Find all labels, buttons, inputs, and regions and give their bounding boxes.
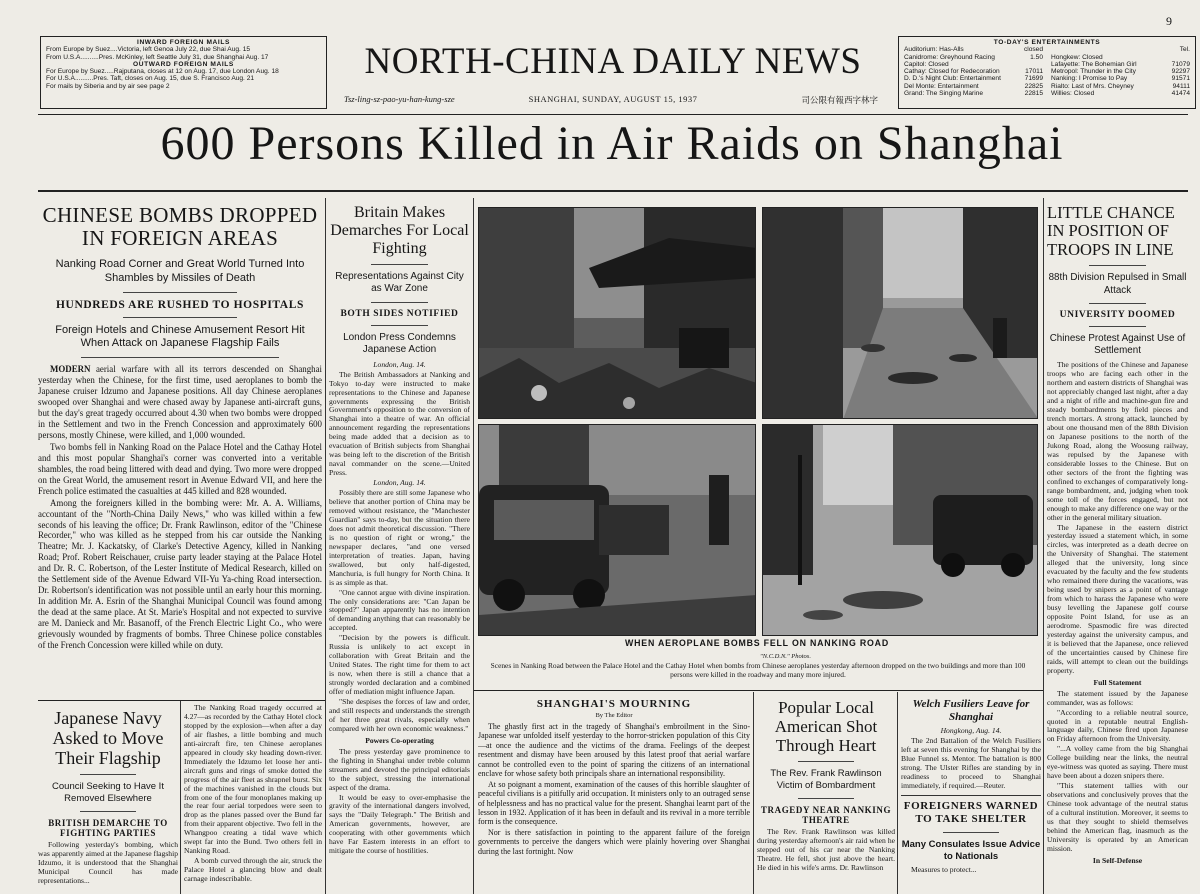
britain-headline: Britain Makes Demarches For Local Fighting [330, 204, 469, 257]
deck-divider [1089, 265, 1145, 266]
entertainment-row: Hongkew: Closed [1051, 53, 1103, 61]
flagship-subheadline: BRITISH DEMARCHE TO FIGHTING PARTIES [48, 818, 168, 839]
mourning-byline: By The Editor [595, 712, 633, 719]
photo-wrecked-cars [478, 424, 756, 636]
troops-headline: LITTLE CHANCE IN POSITION OF TROOPS IN LINE [1047, 204, 1175, 259]
entertainment-row: Grand: The Singing Marine 22815 [904, 89, 1043, 97]
lead-paragraph: aerial warfare with all its terrors descended on Shanghai yesterday when the Chinese, for the first time, used aeroplanes to bomb the Japanese cruiser Idzumo and Japanese positions. All day Chinese aeroplanes swooped over Shanghai and were chased away by Japanese anti-aircraft guns, but the day's great tragedy occurred about 4.30 when two bombs were dropped in the Settlement and two in the French Concession and approximately 600 persons, mostly Chinese, were killed, and 1,000 wounded. [38, 364, 322, 440]
deck-divider [798, 798, 853, 799]
deck-divider [1089, 303, 1145, 304]
entertainment-row: Canidrome: Greyhound Racing 1.50 [904, 53, 1043, 61]
banner-headline: 600 Persons Killed in Air Raids on Shanghai [160, 117, 1064, 170]
column-rule [473, 198, 474, 894]
lead-paragraph: Two bombs fell in Nanking Road on the Palace Hotel and the Cathay Hotel and this most popular Shanghai's corner was converted into a veritable shambles, the road being littered with dead and dying. Two more were dropped on the Great World, the amusement resort in Avenue Edward VII, and here the French police estimated the casualties at 445 killed and 828 wounded. [38, 441, 322, 496]
deck-divider [80, 811, 136, 812]
dateline [330, 94, 896, 108]
deck-divider [371, 302, 427, 303]
deck-divider [371, 325, 427, 326]
masthead-motto: Tsz-ling-sz-pao-yu-han-kung-sze [344, 94, 455, 104]
britain-body: London, Aug. 14. The British Ambassadors at Nanking and Tokyo to-day were instructed to make representations to the Chinese and Japanese governments expressing the British Government's opposition to the conversion of Shanghai into a theatre of war. An official announcement regarding the representations being made added that a decision as to evacuation of British subjects from Shanghai was being left to the discretion of the British naval commander on the scene.—United Press. London, Aug. 14. Possibly there are still some Japanese who believe that another portion of China may be removed without resistance, the "Manchester Guardian" says to-day, but the situation there does not admit theoretical discussion. "There is no question of right or wrong," the newspaper declares, "and one versed interpretation of treaties. Japan, having swallowed, but only half-digested, Manchuria, is full hungry for North China. It is as simple as that. "One cannot argue with divine inspiration. The only considerations are: "Can Japan be stopped?" Japan apparently has no intention of demanding anything that can reasonably be accepted. "Decision by the powers is difficult. Russia is unlikely to act except in collaboration with Great Britain and the United States. The right time for them to act is now, when there is still a chance that a strongly worded declaration and a combined offer of mediation might influence Japan. "She despises the forces of law and order, and still respects and understands the strength of her three great rivals, especially when compared with her own economic weakness." Powers Co-operating The press yesterday gave prominence to the fighting in Shanghai under treble column streamers and devoted the principal editorials to the subject, stressing the international aspect of the drama. It would be easy to over-emphasise the gravity of the international dangers involved, says the "Daily Telegraph." The British and American governments, however, are cooperating with other governments which have Far Eastern interests in an effort to mitigate the course of hostilities. [329, 359, 470, 856]
troops-deck: 88th Division Repulsed in Small Attack [1048, 272, 1187, 296]
entertainment-row: D. D.'s Night Club: Entertainment 71699 [904, 75, 1043, 83]
inward-mails-title: INWARD FOREIGN MAILS [137, 39, 230, 46]
lead-headline: CHINESE BOMBS DROPPED IN FOREIGN AREAS [42, 204, 318, 251]
flagship-deck: Council Seeking to Have It Removed Elsewhere [52, 781, 164, 805]
deck-divider [123, 317, 237, 318]
fusiliers-body: Hongkong, Aug. 14. The 2nd Battalion of the Welch Fusiliers left at seven this evening for Shanghai by the Blue Funnel ss. Mentor. The battalion is 800 strong. The Ulster Rifles are standing by in readiness to proceed to Shanghai immediately, if required.—Reuter. [901, 726, 1041, 791]
photo-wreckage-street [478, 207, 756, 419]
lead-paragraph: Among the foreigners killed in the bombing were: Mr. A. A. Williams, accountant of the "North-China Daily News," who was killed within a few seconds of his leaving the office; Dr. Frank Rawlinson, editor of the "Chinese Recorder," who was killed as he stepped from his car outside the Nanking Theatre; Mr. J. Kackatsky, of Clarke's Detective Agency, killed in Nanking Road; Prof. Robert Reischauer, cruise party leader staying at the Palace Hotel and Dr. R. C. Robertson, of the Lester Institute of Medical Research, killed on the Settlement side of the Avenue Edward VII-Yu Ya-ching Road intersection. Dr. Robertson's identification was not possible until an early hour this morning. In addition Mr. A. Esrin of the Shanghai Municipal Council was found among the dead at the same place. At St. Marie's Hospital and not expected to survive are M. Danieck and Mr. Basanoff, of the French Electric Light Co., who were grievously wounded by fragments of bombs. Three Chinese police constables of the French Concession were killed while on duty. [38, 497, 322, 651]
lead-deck: Nanking Road Corner and Great World Turned Into Shambles by Missiles of Death [55, 258, 305, 284]
column-rule [325, 198, 326, 894]
troops-body: The positions of the Chinese and Japanese troops who are facing each other in the northern and eastern districts of Shanghai was not appreciably changed last night, after a day and a night of rifle and machine-gun fire and steady bombardments by field pieces and trench mortars. A strong attack, launched by about one thousand men of the 88th Division on Japanese positions to the north of the Jukong Road, along the Woosung railway, was repulsed by the Japanese with considerable losses to the Chinese. But on other sectors of the front the fighting was confined to exchanges of comparatively long-range bombardment, and, judging when took some toll of the forces engaged, but not enough to make any difference one way or the other in the general military situation. The Japanese in the eastern district yesterday issued a statement which, in some circles, was interpreted as a death decree on the University of Shanghai. The statement alleged that the university, long since evacuated by the faculty and the few students who remained there during the vacations, was being used by snipers as a point of vantage from which to harass the Japanese who were busy levelling the Japanese golf course opposite Point Island, for use as an aerodrome. Spasmodic fire was directed yesterday against the university campus, and it is believed that the Japanese, once relieved of the uncertainties caused by Chinese fire raids, will attempt to clean out the buildings property. Full Statement The statement issued by the Japanese commander, was as follows: "According to a reliable neutral source, quoted in a reputable neutral English-language daily, Chinese fired upon Japanese on Friday afternoon from the University. "...A volley came from the big Shanghai College building near the links, the neutral eye-witness was quoted as saying. There must have been about a dozen snipers there. "This statement tallies with our observations and conclusively proves that the Chinese took advantage of the neutral status of a cultural institution. Moreover, it seems to us that they sought to shield themselves behind the American flag, inasmuch as the University is operated by an American mission. In Self-Defense [1047, 360, 1188, 865]
flagship-body: Following yesterday's bombing, which was apparently aimed at the Japanese flagship Idzumo, it is understood that the Shanghai Municipal Council has made representations... [38, 840, 178, 886]
entertainments-ear [898, 36, 1196, 109]
deck-divider [123, 292, 237, 293]
rawlinson-body: The Rev. Frank Rawlinson was killed during yesterday afternoon's air raid when he stepped out of his car near the Nanking Theatre. He fell, shot just above the heart. He died in his wife's arms. Dr. Rawlinson [757, 826, 895, 872]
bomb-detail-story [184, 704, 322, 894]
fusiliers-story [901, 698, 1041, 894]
rawlinson-story [757, 698, 895, 894]
lead-dropcap: MODERN [50, 364, 91, 375]
deck-divider [80, 774, 136, 775]
mail-row: For U.S.A..........Pres. Taft, closes on Aug. 15, due S. Francisco Aug. 21 [46, 75, 255, 83]
entertainment-list-left [904, 46, 1043, 97]
deck-divider [371, 264, 427, 265]
troops-subheadline: UNIVERSITY DOOMED [1059, 309, 1176, 320]
mail-row: From U.S.A..........Pres. McKinley, left Seattle July 31, due Shanghai Aug. 17 [46, 53, 269, 61]
tel-label-row: Tel. [1179, 46, 1190, 54]
lead-deck: Foreign Hotels and Chinese Amusement Resort Hit When Attack on Japanese Flagship Fails [55, 323, 305, 350]
britain-story [329, 204, 470, 894]
entertainment-row: Auditorium: Has-Alls closed [904, 46, 1043, 54]
fusiliers-headline: Welch Fusiliers Leave for Shanghai [912, 698, 1030, 724]
foreigners-warned-deck: Many Consulates Issue Advice to Nationals [901, 839, 1041, 863]
bomb-detail-body: The Nanking Road tragedy occurred at 4.27—as recorded by the Cathay Hotel clock stopped by the explosion—when after a day of air flashes, a little bombing and much anti-aircraft fire, ten Chinese aeroplanes appeared in cloudy sky heading down-river. Immediately the Idzumo let loose her anti-aircraft guns and rings of smoke dotted the progress of the air fleet as shrapnel burst. Six of the machines vanished in the clouds but from one of the four monoplanes making up the rear four aerial torpedoes were seen to drop as the planes passed over the Bund far from their apparent objective. Two fell in the Whangpoo creating a tidal wave which swept far into the Bund. Two others fell in Nanking Road. A bomb curved through the air, struck the Palace Hotel a glancing blow and dealt carnage indescribable. [184, 704, 322, 884]
rawlinson-subheadline: TRAGEDY NEAR NANKING THEATRE [760, 804, 892, 825]
foreigners-warned-body: Measures to protect... [911, 865, 977, 875]
photo-credit: "N.C.D.N." Photos. [760, 653, 811, 660]
britain-subheadline: BOTH SIDES NOTIFIED [340, 308, 459, 319]
deck-divider [943, 832, 999, 833]
entertainment-row: Cathay: Closed for Redecoration 17011 [904, 68, 1043, 75]
story-divider [901, 795, 1041, 796]
photo-section-title: WHEN AEROPLANE BOMBS FELL ON NANKING ROAD [625, 638, 889, 648]
mourning-headline: SHANGHAI'S MOURNING [536, 698, 692, 710]
deck-divider [1089, 326, 1145, 327]
entertainment-row: Nanking: I Promise to Pay 91571 [1051, 75, 1190, 83]
rawlinson-deck: The Rev. Frank Rawlinson Victim of Bombardment [770, 768, 882, 791]
banner-rule [38, 190, 1188, 192]
column-rule [180, 700, 181, 894]
entertainment-row: Lafayette: The Bohemian Girl 71079 [1051, 60, 1190, 68]
entertainment-row: Willies: Closed 41474 [1051, 89, 1190, 97]
mourning-editorial [478, 698, 750, 894]
photo-littered-road [762, 207, 1038, 419]
entertainments-title: TO-DAY'S ENTERTAINMENTS [993, 39, 1101, 46]
section-rule [474, 690, 1043, 691]
foreigners-warned-headline: FOREIGNERS WARNED TO TAKE SHELTER [903, 800, 1039, 826]
britain-deck: London Press Condemns Japanese Action [343, 331, 456, 356]
masthead-rule [38, 114, 1188, 115]
troops-story [1047, 204, 1188, 894]
entertainment-row: Rialto: Last of Mrs. Cheyney 94111 [1051, 82, 1190, 90]
column-rule [1043, 198, 1044, 894]
mail-row: From Europe by Suez....Victoria, left Genoa July 22, due Shai Aug. 15 [46, 46, 251, 54]
britain-deck: Representations Against City as War Zone [335, 270, 464, 295]
lead-subheadline: HUNDREDS ARE RUSHED TO HOSPITALS [56, 298, 304, 311]
deck-divider [798, 761, 853, 762]
flagship-headline: Japanese Navy Asked to Move Their Flagship [52, 708, 164, 769]
rawlinson-headline: Popular Local American Shot Through Heart [774, 698, 878, 756]
entertainment-row: Capitol: Closed [904, 60, 949, 68]
masthead-title: NORTH-CHINA DAILY NEWS [364, 41, 862, 82]
mail-row: For mails by Siberia and by air see page 2 [46, 82, 170, 90]
lead-body [38, 364, 322, 651]
deck-divider [81, 357, 280, 358]
issue-date: SHANGHAI, SUNDAY, AUGUST 15, 1937 [528, 94, 698, 104]
page-number: 9 [1166, 14, 1172, 28]
outward-mails-title: OUTWARD FOREIGN MAILS [133, 60, 234, 68]
photo-bombed-intersection [762, 424, 1038, 636]
section-rule [38, 700, 325, 701]
flagship-story [38, 708, 178, 894]
troops-deck: Chinese Protest Against Use of Settlement [1049, 332, 1186, 357]
chinese-title: 司公限有報西字林字 [801, 95, 878, 105]
entertainment-row: Del Monte: Entertainment 22825 [904, 82, 1043, 90]
mails-ear [40, 36, 327, 109]
photo-caption: Scenes in Nanking Road between the Palace Hotel and the Cathay Hotel when bombs from Chinese aeroplanes yesterday afternoon dropped on the two buildings and more than 100 persons were killed in the roadway and many more injured. [490, 661, 1026, 679]
column-rule [753, 692, 754, 894]
column-rule [897, 692, 898, 894]
mail-row: For Europe by Suez.....Rajputana, closes at 12 on Aug. 17, due London Aug. 18 [46, 68, 279, 75]
entertainment-row: Metropol: Thunder in the City 92297 [1051, 68, 1190, 75]
lead-story [38, 204, 322, 698]
mourning-body: The ghastly first act in the tragedy of Shanghai's embroilment in the Sino-Japanese war unfolded itself yesterday to the horror-stricken population of this City—at once the audience and the victims of the drama. Feelings of the deepest resentment and dismay have been aroused by this latest proof that aerial warfare cannot be controlled even to the point of sparing the citizens of an international enclave for whose safety both principals share an international responsibility. At so poignant a moment, examination of the causes of this horrible slaughter of peaceful civilians is a pitifully arid occupation. It ministers only to an outraged sense of helplessness and has no practical value for the present. Shanghai learnt part of the lesson in 1932. Application of it has been in default and its revival in a more terrible form is the consequence. Nor is there satisfaction in pointing to the apparent failure of the foreign governments to perceive the dangers which were plainly hovering over Shanghai during the last fortnight. Now [478, 722, 750, 856]
entertainment-list-right [1051, 46, 1190, 97]
